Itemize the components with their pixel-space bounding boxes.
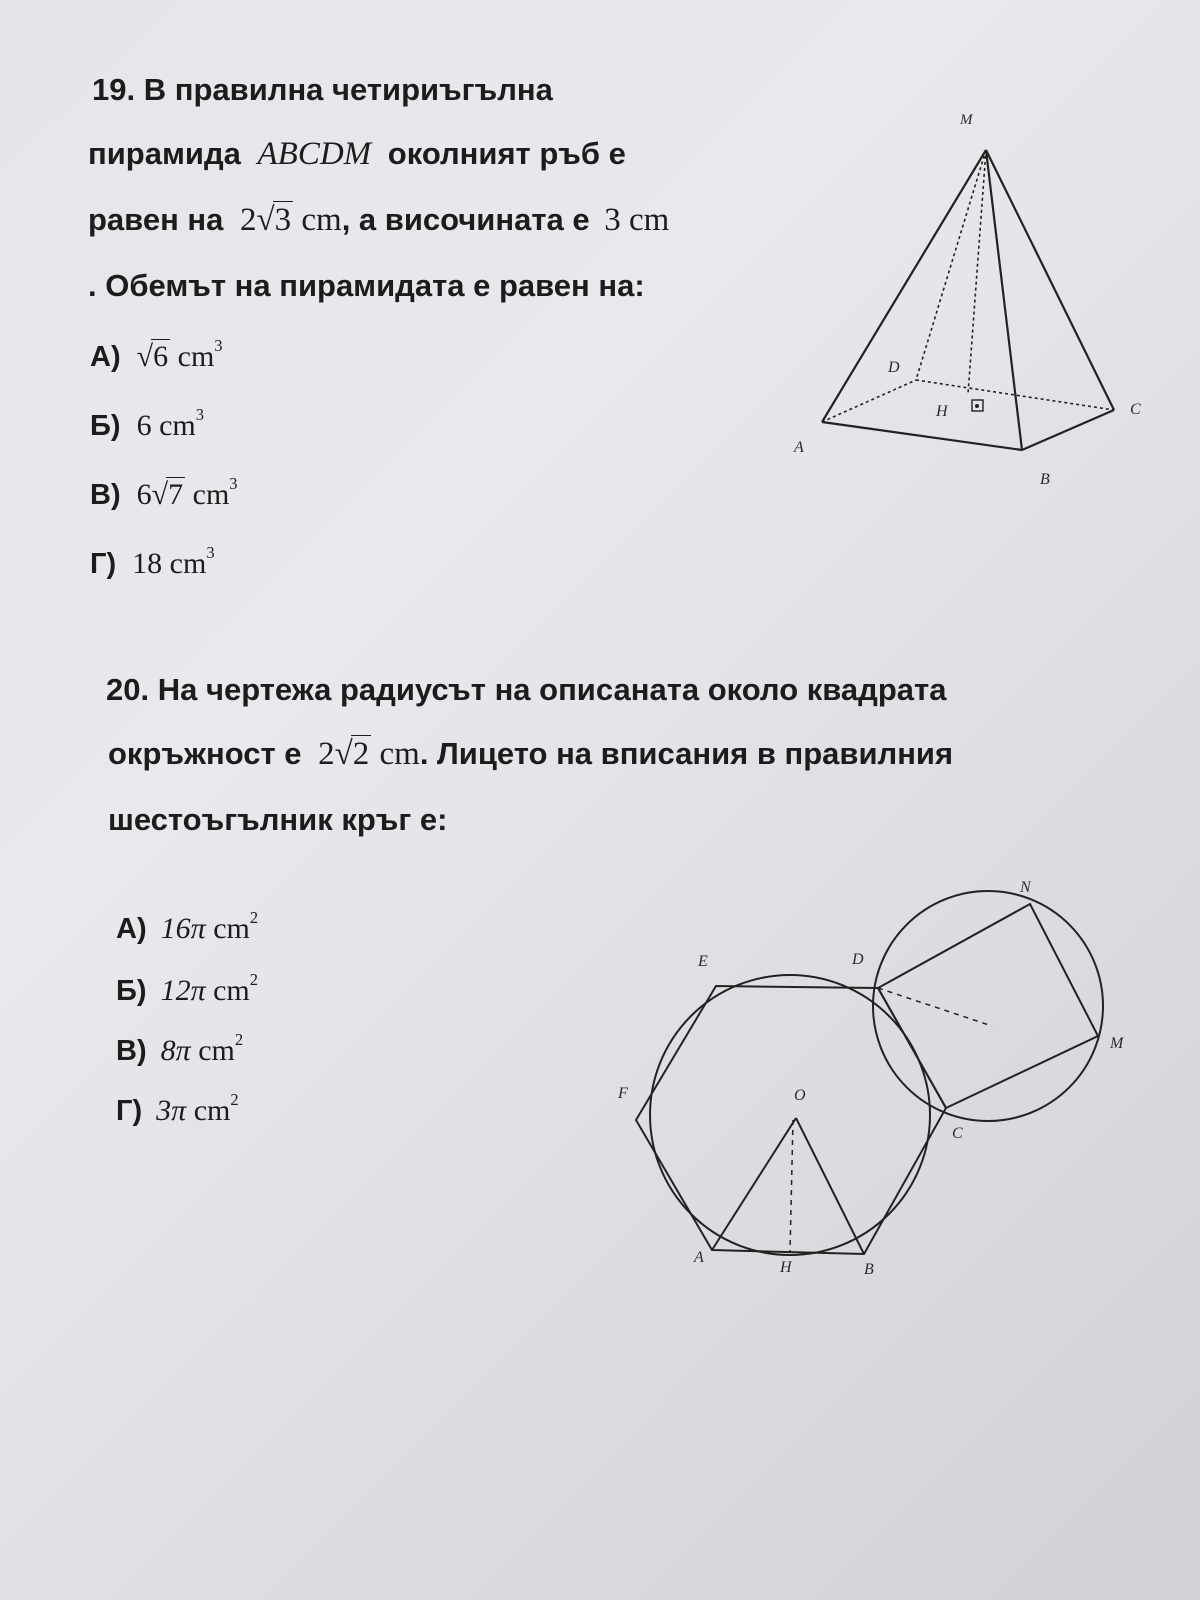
p20-radius-coef: 2: [318, 736, 335, 772]
p19-option-d[interactable]: [90, 543, 215, 581]
p20-option-b[interactable]: [116, 970, 258, 1008]
label-h2: H: [780, 1259, 792, 1276]
p19-edge-sqrt: √3: [256, 202, 292, 238]
height-mh: [968, 150, 986, 394]
p19-pyramid-name: ABCDM: [257, 136, 372, 172]
p19-option-d-coef: 18: [132, 546, 163, 580]
label-o: O: [794, 1087, 806, 1104]
label-b2: B: [864, 1261, 874, 1278]
p20-option-d-num: 3π: [156, 1093, 187, 1127]
p20-option-d-value: [156, 1090, 239, 1127]
p20-option-b-value: [160, 970, 259, 1007]
p20-option-b-label: Б): [116, 974, 147, 1007]
label-h: H: [936, 403, 948, 420]
p20-line2: [108, 736, 953, 773]
p20-option-d-exp: 2: [230, 1090, 239, 1109]
p19-edge-value: [240, 202, 342, 238]
edge-ab: [822, 422, 1022, 450]
p20-text3: шестоъгълник кръг е:: [108, 802, 448, 837]
label-c2: C: [952, 1125, 963, 1142]
edge-ma: [822, 150, 986, 422]
p20-option-a-label: А): [116, 912, 147, 945]
circumscribed-circle: [873, 891, 1103, 1121]
p20-text2-post: . Лицето на вписания в правилния: [419, 736, 954, 771]
p20-option-c-value: [160, 1030, 244, 1067]
edge-mc: [986, 150, 1114, 410]
p19-line2: [88, 136, 626, 173]
right-angle-mark: [972, 400, 983, 411]
p20-number: 20.: [106, 672, 150, 707]
p20-option-d-unit: cm: [193, 1093, 231, 1127]
p20-option-b-unit: cm: [213, 973, 250, 1007]
label-d2: D: [852, 951, 864, 968]
p20-option-c[interactable]: [116, 1030, 243, 1068]
p19-option-c-value: 6√7 $cm^3$: [136, 474, 238, 511]
p19-option-c[interactable]: [90, 474, 238, 512]
p19-line1: [92, 72, 553, 108]
label-d: D: [888, 359, 900, 376]
label-f: F: [618, 1085, 628, 1102]
p20-option-c-exp: 2: [234, 1030, 244, 1049]
p19-option-d-exp: 3: [206, 543, 215, 562]
p19-option-b-exp: 3: [195, 405, 204, 424]
p19-option-c-rad: 7: [168, 477, 184, 511]
radius-dashed: [878, 988, 992, 1026]
label-a: A: [794, 439, 804, 456]
edge-bc: [1022, 410, 1114, 450]
label-c: C: [1130, 401, 1141, 418]
p19-option-b-unit: cm: [159, 408, 196, 442]
label-e: E: [698, 953, 708, 970]
p19-option-a-unit: cm: [177, 339, 215, 373]
p19-text3-mid: , а височината е: [341, 202, 590, 237]
p19-height-value: 3 cm: [604, 202, 670, 238]
p20-option-a-unit: cm: [213, 911, 250, 945]
p20-option-a-value: [160, 908, 259, 945]
p19-option-d-value: [132, 543, 215, 580]
p20-option-d-label: Г): [116, 1094, 143, 1127]
height-oh: [790, 1120, 793, 1252]
p19-edge-unit: cm: [301, 202, 342, 238]
p19-option-d-unit: cm: [169, 546, 207, 580]
p19-text4: . Обемът на пирамидата е равен на:: [88, 268, 645, 303]
p19-option-c-unit: cm: [192, 477, 230, 511]
p20-radius-unit: cm: [379, 736, 420, 772]
p19-option-a-label: А): [90, 340, 121, 373]
label-n: N: [1020, 879, 1031, 896]
edge-md-hidden: [916, 150, 986, 380]
p20-option-c-num: 8π: [160, 1033, 191, 1067]
triangle-oa: [712, 1118, 796, 1250]
p20-radius-value: 2√2 cm: [318, 736, 420, 772]
edge-mb: [986, 150, 1022, 450]
p19-option-a[interactable]: [90, 336, 223, 374]
p20-text1: На чертежа радиусът на описаната около квадрата: [157, 672, 947, 707]
p20-option-a[interactable]: [116, 908, 258, 946]
label-m2: M: [1110, 1035, 1124, 1052]
p19-option-a-rad: 6: [153, 339, 169, 373]
p19-text2-post: околният ръб е: [387, 136, 626, 171]
p19-line4: [88, 268, 645, 304]
square-cdnm: [878, 904, 1098, 1108]
p20-option-b-exp: 2: [249, 970, 259, 989]
p20-radius-rad: 2: [352, 736, 370, 772]
p20-line3: [108, 802, 447, 838]
label-m: M: [960, 112, 973, 128]
p20-option-c-unit: cm: [198, 1033, 235, 1067]
p19-option-b[interactable]: [90, 405, 204, 443]
p20-text2-pre: окръжност е: [108, 736, 302, 771]
p19-edge-coef: 2: [240, 202, 257, 238]
p20-option-a-exp: 2: [249, 908, 259, 927]
edge-ad-hidden: [822, 380, 916, 422]
p19-option-c-coef: 6: [136, 477, 152, 511]
hexagon-figure: [600, 870, 1180, 1290]
p19-option-a-value: √6 $cm^3$: [136, 336, 223, 373]
p19-option-d-label: Г): [90, 547, 117, 580]
pyramid-figure: [780, 100, 1180, 500]
label-a2: A: [694, 1249, 704, 1266]
triangle-ob: [796, 1118, 864, 1254]
p19-option-b-value: [136, 405, 204, 442]
p19-text3-pre: равен на: [88, 202, 224, 237]
p20-option-c-label: В): [116, 1034, 147, 1067]
p20-option-a-num: 16π: [160, 911, 206, 945]
p19-option-c-label: В): [90, 478, 121, 511]
p19-number: 19.: [92, 72, 136, 107]
p19-text1: В правилна четириъгълна: [143, 72, 553, 107]
p19-option-b-label: Б): [90, 409, 121, 442]
p19-option-c-exp: 3: [229, 474, 238, 493]
p19-option-a-exp: 3: [214, 336, 223, 355]
p19-option-b-coef: 6: [136, 408, 152, 442]
p20-option-b-num: 12π: [160, 973, 206, 1007]
p19-text2-pre: пирамида: [88, 136, 241, 171]
p19-line3: [88, 202, 669, 239]
p20-line1: [106, 672, 946, 708]
label-b: B: [1040, 471, 1050, 488]
p19-edge-rad: 3: [274, 202, 292, 238]
p20-option-d[interactable]: [116, 1090, 239, 1128]
